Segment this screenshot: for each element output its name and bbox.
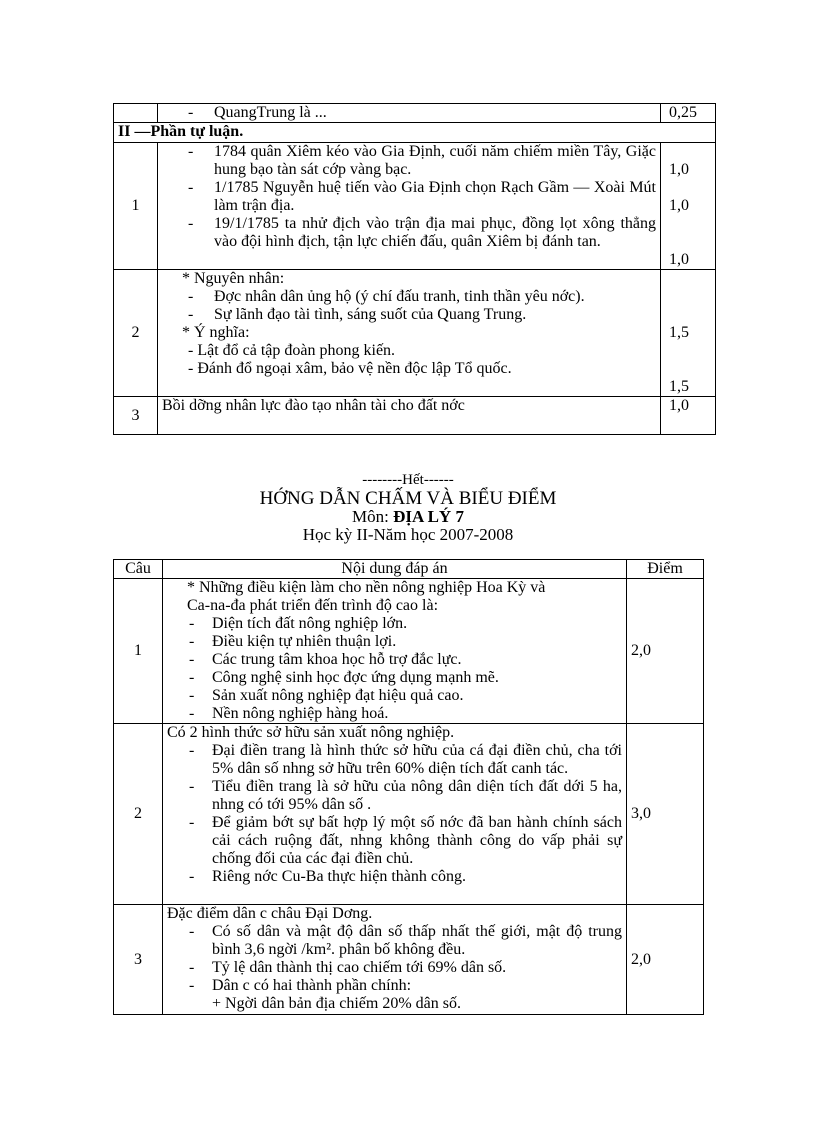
- question-number: 1: [114, 143, 158, 270]
- table-row: [114, 104, 716, 123]
- column-header: Điểm: [627, 560, 704, 579]
- question-number: 3: [114, 397, 158, 435]
- list-item: - Tỷ lệ dân thành thị cao chiếm tới 69% dân số.: [189, 959, 507, 976]
- list-item: - Tiểu điền trang là sở hữu của nông dân diện tích đất dới 5 ha, nhng có tới 95% dân số .: [189, 778, 622, 813]
- subject-name: ĐỊA LÝ 7: [393, 507, 464, 526]
- column-header: Nội dung đáp án: [163, 560, 627, 579]
- table-row: [114, 724, 704, 905]
- list-item: - Dân c có hai thành phần chính:: [189, 977, 412, 994]
- list-item: - Đợc nhân dân ủng hộ (ý chí đấu tranh, tinh thần yêu nớc).: [188, 288, 585, 305]
- answer-intro: Ca-na-đa phát triển đến trình độ cao là:: [187, 597, 439, 614]
- list-item: - Để giảm bớt sự bất hợp lý một số nớc đã ban hành chính sách cải cách ruộng đất, nhng không thành công do vấp phải sự chống đối của các đại điền chủ.: [189, 814, 622, 867]
- answer-intro: * Những điều kiện làm cho nền nông nghiệp Hoa Kỳ và: [187, 579, 546, 596]
- table-row: [114, 397, 716, 435]
- question-number: 3: [114, 905, 163, 1015]
- score: 1,5: [669, 378, 689, 395]
- answer-text: Bồi dỡng nhân lực đào tạo nhân tài cho đất nớc: [158, 397, 661, 435]
- list-item: - Đại điền trang là hình thức sở hữu của cá đại điền chủ, cha tới 5% dân số nhng sở hữu trên 60% diện tích đất canh tác.: [189, 742, 622, 777]
- list-item: - Lật đổ cả tập đoàn phong kiến.: [188, 342, 396, 359]
- section-title: II —Phần tự luận.: [114, 123, 716, 143]
- list-item: + Ngời dân bản địa chiếm 20% dân số.: [212, 995, 461, 1012]
- score: 2,0: [627, 905, 704, 1015]
- score-cell: 0,25: [661, 104, 716, 123]
- list-item: - Nền nông nghiệp hàng hoá.: [189, 705, 389, 722]
- list-item: - Sản xuất nông nghiệp đạt hiệu quả cao.: [189, 687, 464, 704]
- list-item: - Sự lãnh đạo tài tình, sáng suốt của Quang Trung.: [188, 306, 527, 323]
- list-item: - 19/1/1785 ta nhử địch vào trận địa mai phục, đồng lọt xông thẳng vào đội hình địch, tận lực chiến đấu, quân Xiêm bị đánh tan.: [188, 215, 656, 250]
- subject-label: Môn:: [352, 507, 394, 526]
- subject-line: [0, 508, 816, 526]
- meaning-heading: * Ý nghĩa:: [182, 324, 250, 341]
- question-number: 1: [114, 579, 163, 724]
- list-item: - Đánh đổ ngoại xâm, bảo vệ nền độc lập Tổ quốc.: [188, 360, 512, 377]
- list-item: - Các trung tâm khoa học hỗ trợ đắc lực.: [189, 651, 462, 668]
- score: 1,5: [669, 324, 689, 341]
- list-item: - Diện tích đất nông nghiệp lớn.: [189, 615, 408, 632]
- score: 1,0: [669, 251, 689, 268]
- page-title: HỚNG DẪN CHẤM VÀ BIỂU ĐIỂM: [259, 488, 557, 509]
- table-row: [114, 143, 716, 270]
- table-header-row: [114, 560, 704, 579]
- list-item: - Có số dân và mật độ dân số thấp nhất thế giới, mật độ trung bình 3,6 ngời /km². phân bố không đều.: [189, 923, 622, 958]
- answer-intro: Có 2 hình thức sở hữu sản xuất nông nghiệp.: [167, 724, 455, 741]
- answer-intro: Đặc điểm dân c châu Đại Dơng.: [167, 905, 373, 922]
- score: 3,0: [627, 724, 704, 905]
- list-item: - QuangTrung là ...: [188, 104, 327, 121]
- section-row: [114, 123, 716, 143]
- question-number: 2: [114, 270, 158, 397]
- list-item: - Điều kiện tự nhiên thuận lợi.: [189, 633, 397, 650]
- score: 2,0: [627, 579, 704, 724]
- end-mark: --------Hết------: [362, 472, 454, 488]
- table-row: [114, 270, 716, 397]
- answer-table-part2: [113, 559, 704, 1015]
- cause-heading: * Nguyên nhân:: [182, 270, 285, 287]
- term-line: Học kỳ II-Năm học 2007-2008: [302, 525, 514, 544]
- list-item: - Riêng nớc Cu-Ba thực hiện thành công.: [189, 868, 466, 885]
- score: 1,0: [669, 197, 689, 214]
- answer-table-part1: [113, 103, 716, 435]
- list-item: - 1784 quân Xiêm kéo vào Gia Định, cuối năm chiếm miền Tây, Giặc hung bạo tàn sát cớp vàng bạc.: [188, 143, 656, 178]
- list-item: - Công nghệ sinh học đợc ứng dụng mạnh mẽ.: [189, 669, 499, 686]
- list-item: - 1/1785 Nguyễn huệ tiến vào Gia Định chọn Rạch Gầm — Xoài Mút làm trận địa.: [188, 179, 656, 214]
- table-row: [114, 579, 704, 724]
- table-row: [114, 905, 704, 1015]
- column-header: Câu: [114, 560, 163, 579]
- question-number: 2: [114, 724, 163, 905]
- score: 1,0: [669, 161, 689, 178]
- score: 1,0: [661, 397, 716, 435]
